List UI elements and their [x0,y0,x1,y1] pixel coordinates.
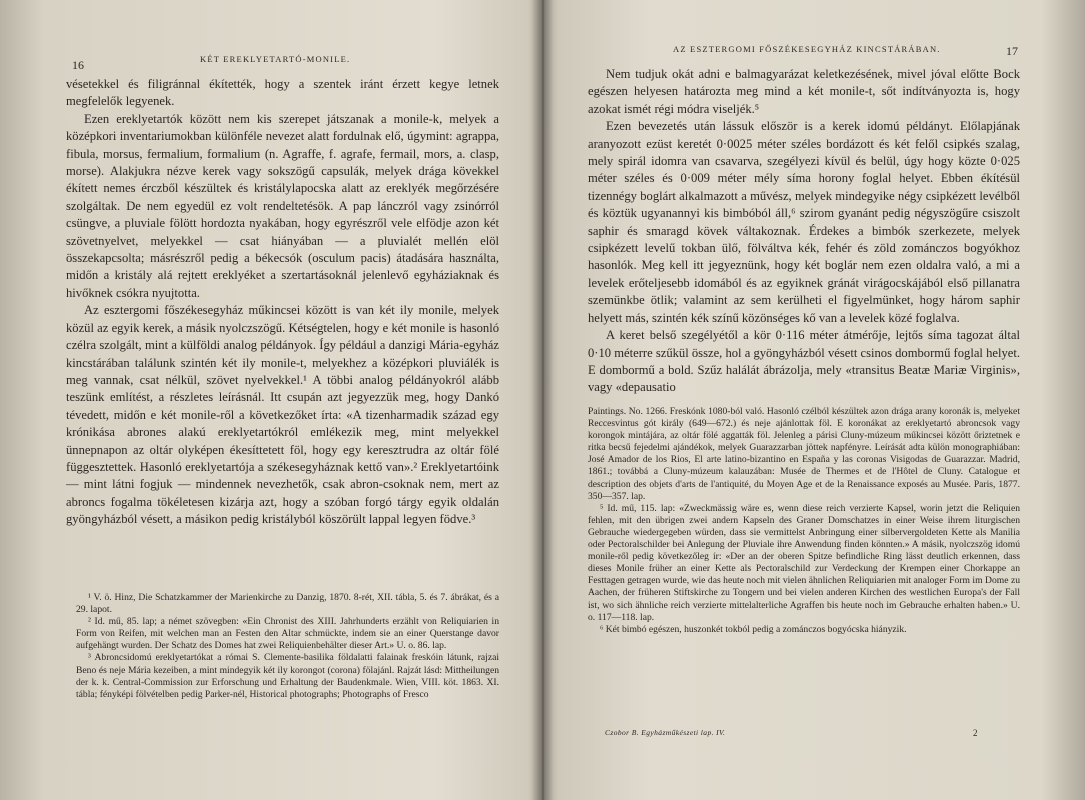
footnote: ¹ V. ö. Hinz, Die Schatzkammer der Marienkirche zu Danzig, 1870. 8-rét, XII. tábla, 5. és 7. ábrákat, és a 29. lapot. [76,592,499,616]
footnote: Paintings. No. 1266. Freskónk 1080-ból való. Hasonló czélból készültek azon drága arany koronák is, melyeket Reccesvintus gót király (649—672.) és neje ajánlottak föl. E koronákat az ereklyetartó abroncsok vagy korongok mintájára, az oltár fölé aggatták föl. Jelenleg a párisi Cluny-múzeum műkincsei között őriztetnek e ritka becsű fejedelmi ajándékok, melyek Guarazzarban jöttek napfényre. Leírását adta külön monographiában: José Amador de los Rios, El arte latino-bizantino en España y las coronas Visigodas de Guarazzar. Madrid, 1861.; továbbá a Cluny-múzeum kalauzában: Musée de Thermes et de l'Hôtel de Cluny. Catalogue et description des objets d'arts de l'antiquité, du Moyen Age et de la Renaissance exposés au Musée. Paris, 1877. 350—357. lap. [588,406,1020,502]
footnote: ⁶ Két bimbó egészen, huszonkét tokból pedig a zománczos bogyócska hiányzik. [600,623,907,635]
footnote: ³ Abronc​sidomú ereklyetartókat a római S. Clemente-basilika földalatti falainak freskóin látunk, rajzai Beno és neje Mária kezeiben, a mint mindegyik két ily korongot (corona) fölajánl. Rajzát lásd: Mittheilungen der k. k. Central-Commission zur Erforschung und Erhaltung der Baudenkmale. Wien, VIII. köt. 1863. XI. tábla; fényképi fölvételben pedig Parker-nél, Historical photographs; Photographs of Fresco [76,652,499,700]
paragraph: A keret belső szegélyétől a kör 0·116 méter átmérője, lejtős síma tagozat által 0·10 méterre szűkül össze, hol a gyöngyházból vésett csinos dombormű foglal helyet. E dombormű a bold. Szűz halálát ábrázolja, mely «transitus Beatæ Mariæ Virginis», vagy «depausatio [588,328,1020,395]
page-number-left: 16 [72,58,84,72]
right-page [543,0,1085,800]
footnotes-right [588,406,1020,636]
running-head-right: AZ ESZTERGOMI FŐSZÉKESEGYHÁZ KINCSTÁRÁBAN. [673,44,941,54]
paragraph: vésetekkel és filigránnal ékítették, hogy a szentek iránt érzett kegye letnek megfelelők legyenek. [66,77,499,109]
paragraph: Ezen ereklyetartók között nem kis szerepet játszanak a monile-k, melyek a középkori inventariumokban különféle nevezet alatt fordulnak elő, úgymint: agrappa, fibula, morsus, fermalium, formalium (n. Agraffe, f. agrafe, fermail, mors, a. clasp, morse). Alakjukra nézve kerek vagy sokszögű capsulák, melyek drága kövekkel ékített nemes érczből készültek és kristálylapocska alatt az ereklyék megőrzésére szolgáltak. De nem egyedül ez volt rendeltetésök. A pap lánczról vagy zsinórról csüngve, a pluviale fölött hordozta nyakában, hogy egyrészről vele elfödje azon két szövetnyelvet, melyekkel — csat hiányában — a pluvialét mellén elöl összekapcsolta; másrészről pedig a békecsók (osculum pacis) átadására használta, midőn a kristály alá rejtett ereklyéket a szertartásoknál jelenlevő egyháziaknak és hivőknek csókra nyujtotta. [66,111,499,300]
running-head-left: KÉT EREKLYETARTÓ-MONILE. [200,54,351,64]
signature-number: 2 [973,728,978,738]
printer-signature: Czobor B. Egyházműkészeti lap. IV. [605,728,726,737]
paragraph: Nem tudjuk okát adni e balmagyarázat keletkezésének, mivel jóval előtte Bock egészen helyesen határozta meg mind a két monile-t, sőt indítványozta is, hogy azokat ismét régi módra viseljék.⁵ [588,67,1020,116]
footnote: ⁵ Id. mű, 115. lap: «Zweckmässig wäre es, wenn diese reich verzierte Kapsel, worin jetzt die Reliquien fehlen, mit den übrigen zwei andern Kapseln des Graner Domschatzes in einer Weise ihrem liturgischen Gebrauche wiedergegeben würden, dass sie vermittelst Anbringung einer silbervergoldeten Kette als Manilia oder Pectoralschilder bei Anlegung der Pluviale ihre Anwendung finden könnten.» A másik, nyolczszög idomú monile-ről pedig következőleg ír: «Der an der oberen Spitze befindliche Ring lässt deutlich erkennen, dass dieses Monile früher an einer Kette als Pectoralschild zur Verdeckung der Krempen einer Chorkappe an Festtagen getragen wurde, wie das heute noch mit vielen ähnlichen Reliquiarien mit analoger Form im Dome zu Aachen, der früheren Stiftskirche zu Tongern und bei vielen anderen Kirchen des westlichen Europa's der Fall ist, wo sich ähnliche reich verzierte mittelalterliche Agraffen bis heute noch im Gebrauche erhalten haben.» U. o. 117—118. lap. [588,502,1020,623]
body-text-left [66,76,499,529]
page-number-right: 17 [1006,44,1018,58]
left-page [0,0,542,800]
footnotes-left [76,592,499,701]
body-text-right [588,66,1020,397]
paragraph: Ezen bevezetés után lássuk először is a kerek idomú példányt. Előlapjának aranyozott ezüst keretét 0·0025 méter széles bordázott és két felől csipkés szalag, mely spirál idomra van csavarva, szegélyezi kívül és belül, úgy hogy közte 0·025 méter széles és 0·009 méter mély síma horony foglal helyet. Ebben ékítésül tizennégy boglárt alkalmazott a művész, melyek mindegyike négy csipkézett levélből és köztük ugyanannyi kis bimbóból áll,⁶ szirom gyanánt pedig négyszögűre csiszolt saphir és smaragd kövek váltakoznak. Érdekes a bimbók szerkezete, melyek csipkézett levelű tokban ülő, fölváltva kék, fehér és zöld zománczos bogyókhoz hasonlók. Meg kell itt jegyeznünk, hogy két boglár nem ezen oldalra való, a mi a levelek erőteljesebb idomából és az egyiknek gránát virágocskájából első pillanatra szemünkbe ötlik; valamint az sem kerülheti el figyelmünket, hogy három saphir helyett más, szintén kék színű közönséges kő van a levelek közé foglalva. [588,119,1020,325]
paragraph: Az esztergomi főszékesegyház műkincsei között is van két ily monile, melyek közül az egyik kerek, a másik nyolczszögű. Kétségtelen, hogy e két monile is hasonló czélra szolgált, mint a külföldi analog példányok. Így például a danzigi Mária-egyház kincstárában találunk szintén két ily monile-t, melyekhez a középkori pluviálék is meg vannak, csat nélkül, szövet nyelvekkel.¹ A többi analog példányokról alább teszünk említést, a részletes leírásnál. Itt csupán azt jegyezzük meg, hogy Dankó tévedett, midőn e két monile-ről a következőket írta: «A tizenharmadik század egy krónikása abrones alakú ereklyetartókról emlékezik meg, mint melyekkel ünnepnapon az oltár olyképen ékesíttetett föl, hogy egy keresztrudra az oltár fölé függesztettek. Hasonló ereklyetartója a székesegyháznak kettő van».² Ereklyetartóink — mint látni fogjuk — mindennek nevezhetők, csak abron-csoknak nem, mert az abroncs fogalma tökéletesen kizárja azt, hogy a szóban forgó tárgy egyik oldalán gyöngyházból vésett, a másikon pedig kristályból köszörült lappal legyen födve.³ [66,303,499,527]
footnote: ² Id. mű, 85. lap; a német szövegben: «Ein Chronist des XIII. Jahrhunderts erzählt von Reliquiarien in Form von Reifen, mit welchen man an Festen den Altar schmückte, indem sie an einer Querstange davor aufgehängt wurden. Der Schatz des Domes hat zwei Reliquienbehälter dieser Art.» U. o. 86. lap. [76,616,499,652]
